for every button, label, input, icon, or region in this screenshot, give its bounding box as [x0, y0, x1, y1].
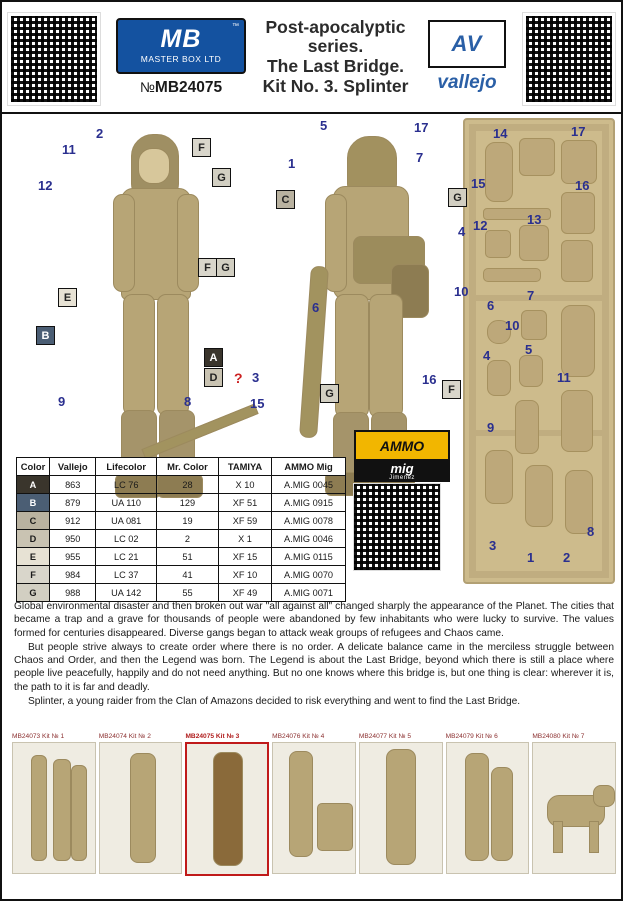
sprue-part-number: 16	[575, 178, 590, 193]
color-chip: G	[216, 258, 235, 277]
qr-code-icon	[523, 13, 615, 105]
cell-ammomig: A.MIG 0070	[272, 566, 346, 584]
cell-ammomig: A.MIG 0915	[272, 494, 346, 512]
color-chip: F	[442, 380, 461, 399]
sprue-frame	[463, 118, 615, 584]
page-title	[256, 2, 415, 112]
callout-number: 17	[414, 120, 429, 135]
cell-ammomig: A.MIG 0045	[272, 476, 346, 494]
title-line-2: series.	[307, 36, 364, 57]
col-header-mrcolor: Mr. Color	[156, 458, 218, 476]
related-kit-item[interactable]	[532, 733, 616, 876]
cell-vallejo: 950	[50, 530, 96, 548]
cell-lifecolor: LC 76	[96, 476, 157, 494]
color-chip: A	[204, 348, 223, 367]
masterbox-logo-block	[106, 8, 256, 106]
cell-color-key: E	[17, 548, 50, 566]
color-conversion-table	[16, 457, 346, 602]
callout-number: 2	[96, 126, 104, 141]
cell-vallejo: 879	[50, 494, 96, 512]
related-kit-image[interactable]	[185, 742, 269, 876]
cell-tamiya: XF 49	[218, 584, 271, 602]
ammo-logo-text: AMMO	[379, 437, 425, 454]
cell-lifecolor: UA 110	[96, 494, 157, 512]
vallejo-name: vallejo	[437, 72, 497, 93]
col-header-lifecolor: Lifecolor	[96, 458, 157, 476]
cell-tamiya: XF 51	[218, 494, 271, 512]
related-kit-label: MB24080 Kit № 7	[532, 733, 585, 740]
title-line-1: Post-apocalyptic	[265, 16, 406, 37]
color-chip: G	[212, 168, 231, 187]
story-text	[14, 600, 614, 709]
qr-code-icon	[8, 13, 100, 105]
cell-mrcolor: 19	[156, 512, 218, 530]
sprue-part-number: 15	[471, 176, 486, 191]
color-chip: C	[276, 190, 295, 209]
cell-lifecolor: UA 081	[96, 512, 157, 530]
ammo-mig-logo	[354, 430, 450, 482]
color-table	[16, 457, 346, 602]
related-kit-item[interactable]	[99, 733, 183, 876]
table-row	[17, 566, 346, 584]
related-kit-item[interactable]	[446, 733, 530, 876]
kit-number-prefix: №	[139, 78, 155, 95]
related-kit-label: MB24079 Kit № 6	[445, 733, 498, 740]
callout-number: 9	[58, 394, 66, 409]
story-paragraph-2: But people strive always to create order where there is no order. A delicate balance came in the merciless struggle between Chaos and Order, and then the Legend was born. The Legend is about the Last Bridge, beyond which there is still a place where people live peacefully, happily and do not need anything. But no one knows where this bridge is, but one thing is clear: wherever it is, the path to it is far and deadly.	[14, 641, 614, 693]
cell-mrcolor: 129	[156, 494, 218, 512]
cell-vallejo: 955	[50, 548, 96, 566]
callout-number: 16	[422, 372, 437, 387]
related-kit-label: MB24076 Kit № 4	[272, 733, 325, 740]
sprue-part-number: 8	[587, 524, 595, 539]
color-chip: F	[198, 258, 217, 277]
sprue-part-number: 11	[557, 370, 571, 385]
cell-tamiya: X 10	[218, 476, 271, 494]
header	[2, 2, 621, 114]
ammo-logo-bottom	[354, 461, 450, 482]
sprue-part-number: 6	[487, 298, 495, 313]
related-kit-image[interactable]	[272, 742, 356, 874]
cell-vallejo: 912	[50, 512, 96, 530]
col-header-vallejo: Vallejo	[50, 458, 96, 476]
trademark-symbol: ™	[232, 22, 239, 30]
cell-ammomig: A.MIG 0071	[272, 584, 346, 602]
cell-color-key: C	[17, 512, 50, 530]
col-header-color: Color	[17, 458, 50, 476]
vallejo-logo-box	[428, 20, 506, 68]
cell-lifecolor: LC 21	[96, 548, 157, 566]
cell-lifecolor: LC 37	[96, 566, 157, 584]
related-kit-label: MB24073 Kit № 1	[12, 733, 65, 740]
color-chip: F	[192, 138, 211, 157]
related-kit-image[interactable]	[446, 742, 530, 874]
callout-number: 5	[320, 118, 328, 133]
story-paragraph-1: Global environmental disaster and then broken out war "all against all" changed sharply the appearance of the Planet. The cities that became a trap and a grave for thousands of people were abandoned by few inhabitants who were lucky to survive. The values formed for centuries disappeared. Diverse gangs began to attack weak groups of refugees and Chaos came.	[14, 601, 614, 639]
sprue-part-number: 9	[487, 420, 495, 435]
table-row	[17, 584, 346, 602]
color-chip: E	[58, 288, 77, 307]
masterbox-logo-initials: MB	[160, 25, 202, 53]
related-kit-image[interactable]	[532, 742, 616, 874]
qr-code-icon	[354, 484, 440, 570]
kit-number	[140, 79, 222, 97]
col-header-ammomig: AMMO Mig	[272, 458, 346, 476]
sprue-part-number: 12	[473, 218, 488, 233]
cell-tamiya: XF 10	[218, 566, 271, 584]
callout-number: 1	[288, 156, 296, 171]
cell-mrcolor: 41	[156, 566, 218, 584]
story-paragraph-3: Splinter, a young raider from the Clan of Amazons decided to risk everything and went to find the Last Bridge.	[28, 695, 521, 707]
col-header-tamiya: TAMIYA	[218, 458, 271, 476]
sprue-part-number: 14	[493, 126, 508, 141]
table-header-row	[17, 458, 346, 476]
cell-tamiya: XF 15	[218, 548, 271, 566]
callout-number: 3	[252, 370, 260, 385]
callout-number: 11	[62, 142, 76, 157]
sprue-part-number: 7	[527, 288, 535, 303]
cell-vallejo: 988	[50, 584, 96, 602]
cell-mrcolor: 55	[156, 584, 218, 602]
sprue-part-number: 5	[525, 342, 533, 357]
table-row	[17, 494, 346, 512]
related-kit-image[interactable]	[99, 742, 183, 874]
title-line-3: The Last Bridge.	[266, 56, 405, 76]
cell-mrcolor: 2	[156, 530, 218, 548]
color-chip: D	[204, 368, 223, 387]
table-row	[17, 530, 346, 548]
cell-mrcolor: 28	[156, 476, 218, 494]
sprue-part-number: 4	[483, 348, 491, 363]
cell-ammomig: A.MIG 0046	[272, 530, 346, 548]
related-kit-item-selected[interactable]	[185, 733, 269, 876]
title-line-4: Kit No. 3. Splinter	[262, 75, 409, 96]
callout-number: 4	[458, 224, 466, 239]
sprue-part-number: 10	[505, 318, 520, 333]
sprue-part-number: 3	[489, 538, 497, 553]
related-kits-strip	[12, 733, 616, 876]
jimenez-text: Jimenez	[389, 475, 415, 481]
cell-color-key: D	[17, 530, 50, 548]
sprue-part-number: 1	[527, 550, 535, 565]
related-kit-image[interactable]	[12, 742, 96, 874]
callout-number: 6	[312, 300, 320, 315]
sprue-part-number: 13	[527, 212, 542, 227]
kit-number-value: MB24075	[154, 78, 223, 96]
cell-ammomig: A.MIG 0115	[272, 548, 346, 566]
related-kit-label: MB24077 Kit № 5	[358, 733, 412, 740]
cell-tamiya: X 1	[218, 530, 271, 548]
cell-ammomig: A.MIG 0078	[272, 512, 346, 530]
callout-number: 10	[454, 284, 469, 299]
callout-number: 7	[416, 150, 424, 165]
related-kit-item[interactable]	[359, 733, 443, 876]
callout-number: 12	[38, 178, 53, 193]
question-marker: ?	[234, 370, 243, 386]
callout-number: 15	[250, 396, 265, 411]
masterbox-logo-name: MASTER BOX LTD	[140, 54, 222, 64]
cell-mrcolor: 51	[156, 548, 218, 566]
cell-tamiya: XF 59	[218, 512, 271, 530]
color-chip: G	[448, 188, 467, 207]
cell-color-key: B	[17, 494, 50, 512]
callout-number: 8	[184, 394, 192, 409]
mig-logo-text: mig	[390, 461, 414, 476]
cell-lifecolor: UA 142	[96, 584, 157, 602]
cell-color-key: G	[17, 584, 50, 602]
table-row	[17, 548, 346, 566]
table-row	[17, 512, 346, 530]
cell-vallejo: 863	[50, 476, 96, 494]
related-kit-image[interactable]	[359, 742, 443, 874]
related-kit-item[interactable]	[272, 733, 356, 876]
cell-vallejo: 984	[50, 566, 96, 584]
masterbox-logo	[116, 18, 246, 74]
related-kit-item[interactable]	[12, 733, 96, 876]
cell-color-key: F	[17, 566, 50, 584]
related-kit-label: MB24075 Kit № 3	[185, 733, 240, 740]
color-chip: B	[36, 326, 55, 345]
vallejo-initials: AV	[451, 31, 483, 56]
sprue-part-number: 2	[563, 550, 571, 565]
color-chip: G	[320, 384, 339, 403]
ammo-logo-top	[354, 430, 450, 461]
related-kit-label: MB24074 Kit № 2	[98, 733, 151, 740]
cell-color-key: A	[17, 476, 50, 494]
sprue-part-number: 17	[571, 124, 586, 139]
vallejo-logo-block	[419, 12, 515, 102]
cell-lifecolor: LC 02	[96, 530, 157, 548]
table-row	[17, 476, 346, 494]
